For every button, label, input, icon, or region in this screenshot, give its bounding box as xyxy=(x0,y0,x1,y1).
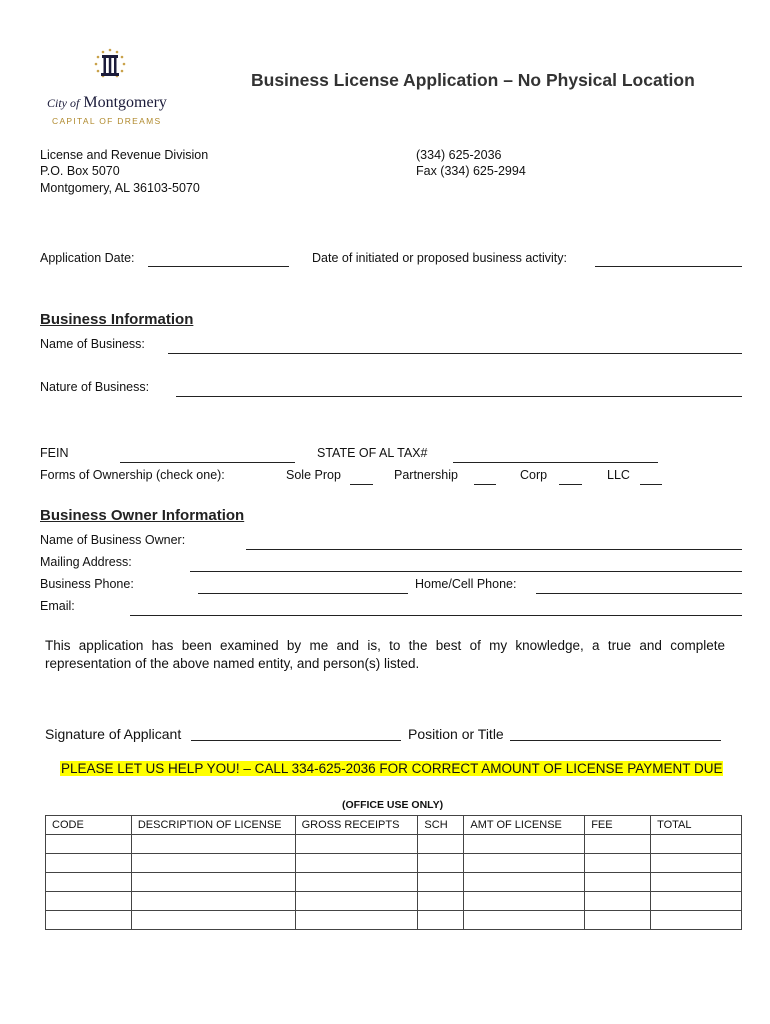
email-label: Email: xyxy=(40,599,75,613)
state-tax-field[interactable] xyxy=(453,462,658,463)
table-cell[interactable] xyxy=(418,835,464,854)
page-title: Business License Application – No Physical Location xyxy=(251,70,695,90)
table-header-row xyxy=(46,816,742,835)
activity-date-label: Date of initiated or proposed business activity: xyxy=(312,251,567,265)
table-cell[interactable] xyxy=(464,911,585,930)
table-cell[interactable] xyxy=(464,854,585,873)
table-cell[interactable] xyxy=(131,892,295,911)
fein-label: FEIN xyxy=(40,446,69,460)
po-box: P.O. Box 5070 xyxy=(40,164,120,178)
activity-date-field[interactable] xyxy=(595,266,742,267)
fein-field[interactable] xyxy=(120,462,295,463)
logo-city-label: Montgomery xyxy=(83,94,167,111)
home-phone-field[interactable] xyxy=(536,593,742,594)
table-cell[interactable] xyxy=(295,873,418,892)
logo-city-prefix: City of xyxy=(47,96,80,110)
corp-checkbox[interactable] xyxy=(559,484,582,485)
business-nature-field[interactable] xyxy=(176,396,742,397)
column-header-total: TOTAL xyxy=(651,816,742,835)
division-name: License and Revenue Division xyxy=(40,148,209,162)
table-cell[interactable] xyxy=(46,911,132,930)
table-cell[interactable] xyxy=(131,911,295,930)
table-cell[interactable] xyxy=(464,873,585,892)
table-cell[interactable] xyxy=(295,854,418,873)
column-header-amt-license: AMT OF LICENSE xyxy=(464,816,585,835)
table-row xyxy=(46,892,742,911)
table-row xyxy=(46,854,742,873)
column-header-code: CODE xyxy=(46,816,132,835)
table-cell[interactable] xyxy=(585,892,651,911)
table-cell[interactable] xyxy=(585,911,651,930)
table-cell[interactable] xyxy=(295,911,418,930)
position-title-field[interactable] xyxy=(510,740,721,741)
table-cell[interactable] xyxy=(651,892,742,911)
mailing-address-field[interactable] xyxy=(190,571,742,572)
table-cell[interactable] xyxy=(131,854,295,873)
business-phone-label: Business Phone: xyxy=(40,577,134,591)
table-cell[interactable] xyxy=(131,873,295,892)
phone-number: (334) 625-2036 xyxy=(416,148,502,162)
email-field[interactable] xyxy=(130,615,742,616)
application-date-label: Application Date: xyxy=(40,251,135,265)
table-cell[interactable] xyxy=(46,873,132,892)
business-name-label: Name of Business: xyxy=(40,337,145,351)
table-cell[interactable] xyxy=(46,892,132,911)
table-cell[interactable] xyxy=(585,854,651,873)
capitol-column-logo-icon xyxy=(88,46,132,92)
table-cell[interactable] xyxy=(295,835,418,854)
business-phone-field[interactable] xyxy=(198,593,408,594)
business-name-field[interactable] xyxy=(168,353,742,354)
table-row xyxy=(46,911,742,930)
column-header-gross-receipts: GROSS RECEIPTS xyxy=(295,816,418,835)
table-row xyxy=(46,835,742,854)
signature-field[interactable] xyxy=(191,740,401,741)
application-date-field[interactable] xyxy=(148,266,289,267)
table-cell[interactable] xyxy=(651,835,742,854)
business-info-heading: Business Information xyxy=(40,311,194,328)
table-cell[interactable] xyxy=(46,854,132,873)
fax-number: Fax (334) 625-2994 xyxy=(416,164,526,178)
column-header-description: DESCRIPTION OF LICENSE xyxy=(131,816,295,835)
table-cell[interactable] xyxy=(464,835,585,854)
table-cell[interactable] xyxy=(651,911,742,930)
table-row xyxy=(46,873,742,892)
owner-name-field[interactable] xyxy=(246,549,742,550)
column-header-sch: SCH xyxy=(418,816,464,835)
logo-tagline: CAPITAL OF DREAMS xyxy=(52,116,162,126)
ownership-option-partnership: Partnership xyxy=(394,468,458,482)
certification-statement: This application has been examined by me and is, to the best of my knowledge, a true and complete representation of the above named entity, and person(s) listed. xyxy=(45,638,725,671)
ownership-option-corp: Corp xyxy=(520,468,548,482)
business-nature-label: Nature of Business: xyxy=(40,380,150,394)
table-cell[interactable] xyxy=(464,892,585,911)
signature-label: Signature of Applicant xyxy=(45,726,182,742)
payment-help-alert: PLEASE LET US HELP YOU! – CALL 334-625-2036 FOR CORRECT AMOUNT OF LICENSE PAYMENT DUE xyxy=(61,761,723,776)
table-cell[interactable] xyxy=(418,854,464,873)
table-cell[interactable] xyxy=(418,911,464,930)
table-cell[interactable] xyxy=(46,835,132,854)
owner-info-heading: Business Owner Information xyxy=(40,507,245,524)
mailing-address-label: Mailing Address: xyxy=(40,555,132,569)
llc-checkbox[interactable] xyxy=(640,484,662,485)
partnership-checkbox[interactable] xyxy=(474,484,496,485)
table-cell[interactable] xyxy=(418,873,464,892)
table-cell[interactable] xyxy=(295,892,418,911)
column-header-fee: FEE xyxy=(585,816,651,835)
table-cell[interactable] xyxy=(651,873,742,892)
ownership-option-sole-prop: Sole Prop xyxy=(286,468,341,482)
home-phone-label: Home/Cell Phone: xyxy=(415,577,517,591)
table-cell[interactable] xyxy=(131,835,295,854)
ownership-option-llc: LLC xyxy=(607,468,630,482)
state-tax-label: STATE OF AL TAX# xyxy=(317,446,428,460)
table-cell[interactable] xyxy=(585,835,651,854)
city-state-zip: Montgomery, AL 36103-5070 xyxy=(40,181,200,195)
sole-prop-checkbox[interactable] xyxy=(350,484,373,485)
logo-city-name xyxy=(47,94,167,112)
position-title-label: Position or Title xyxy=(408,726,504,742)
table-cell[interactable] xyxy=(418,892,464,911)
office-use-label: (OFFICE USE ONLY) xyxy=(342,799,444,811)
owner-name-label: Name of Business Owner: xyxy=(40,533,186,547)
office-use-table xyxy=(45,815,742,930)
ownership-label: Forms of Ownership (check one): xyxy=(40,468,225,482)
table-cell[interactable] xyxy=(651,854,742,873)
table-cell[interactable] xyxy=(585,873,651,892)
